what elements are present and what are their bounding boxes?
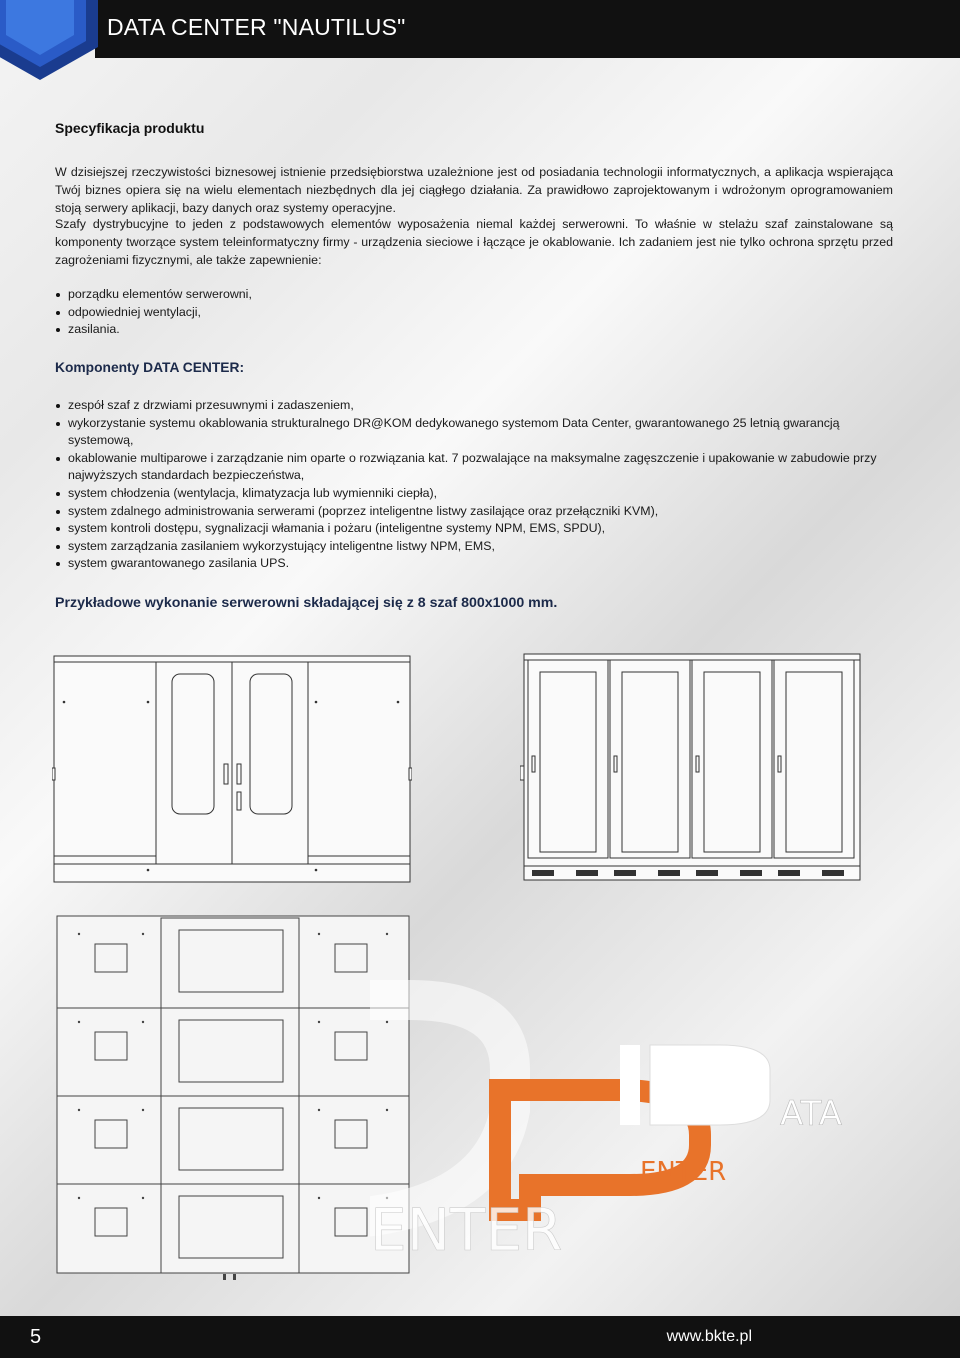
logo-text-ata: ATA — [780, 1094, 843, 1134]
spec-title: Specyfikacja produktu — [55, 120, 205, 136]
website-link[interactable]: www.bkte.pl — [666, 1328, 752, 1345]
list-item: porządku elementów serwerowni, — [55, 286, 895, 304]
list-item: okablowanie multiparowe i zarządzanie nim oparte o rozwiązania kat. 7 pozwalające na maksymalne zagęszczenie i upakowanie w zabudowie przy najwyższych standardach bezpieczeństwa, — [55, 450, 890, 485]
components-title: Komponenty DATA CENTER: — [55, 360, 245, 375]
data-center-logo — [370, 960, 960, 1280]
list-item: wykorzystanie systemu okablowania strukturalnego DR@KOM dedykowanego systemom Data Center, gwarantowanego 25 letnią gwarancją systemową, — [55, 415, 890, 450]
front-view-cabinets-drawing — [520, 650, 865, 886]
list-item: system kontroli dostępu, sygnalizacji włamania i pożaru (inteligentne systemy NPM, EMS, SPDU), — [55, 520, 890, 538]
spec-paragraph-2: Szafy dystrybucyjne to jeden z podstawowych elementów wyposażenia niemal każdej serwerowni. To właśnie w stelażu szaf zainstalowane są komponenty tworzące system teleinformatyczny firmy - urządzenia sieciowe i łączące je okablowanie. Ich zadaniem jest nie tylko ochrona sprzętu przed zagrożeniami fizycznymi, ale także zapewnienie: — [55, 217, 893, 267]
page-title: DATA CENTER "NAUTILUS" — [107, 14, 406, 40]
list-item: system zdalnego administrowania serwerami (poprzez inteligentne listwy zasilające oraz przełączniki KVM), — [55, 503, 890, 521]
page-number: 5 — [30, 1326, 42, 1348]
list-item: zespół szaf z drzwiami przesuwnymi i zadaszeniem, — [55, 397, 890, 415]
example-title: Przykładowe wykonanie serwerowni składającej się z 8 szaf 800x1000 mm. — [55, 595, 558, 611]
logo-text-enter-orange: ENTER — [640, 1157, 727, 1187]
list-item: system gwarantowanego zasilania UPS. — [55, 555, 890, 573]
spec-bullet-list — [55, 286, 895, 339]
list-item: odpowiedniej wentylacji, — [55, 304, 895, 322]
list-item: zasilania. — [55, 321, 895, 339]
list-item: system zarządzania zasilaniem wykorzystujący inteligentne listwy NPM, EMS, — [55, 538, 890, 556]
hexagon-badge-icon — [0, 0, 110, 85]
components-bullet-list — [55, 397, 890, 573]
front-view-sliding-doors-drawing — [52, 650, 412, 886]
header-bar — [95, 0, 960, 58]
spec-paragraph-1: W dzisiejszej rzeczywistości biznesowej istnienie przedsiębiorstwa uzależnione jest od posiadania technologii informatycznych, a aplikacja wspierająca Twój biznes opiera się na wielu elementach niezbędnych dla jej ciągłego działania. Za prawidłowo zaprojektowanym i wdrożonym oprogramowaniem stoją serwery aplikacji, bazy danych oraz systemy operacyjne. — [55, 165, 893, 215]
list-item: system chłodzenia (wentylacja, klimatyzacja lub wymienniki ciepła), — [55, 485, 890, 503]
top-view-drawing — [55, 908, 415, 1283]
footer-bar — [0, 1316, 960, 1358]
logo-text-enter-white: ENTER — [370, 1196, 563, 1264]
